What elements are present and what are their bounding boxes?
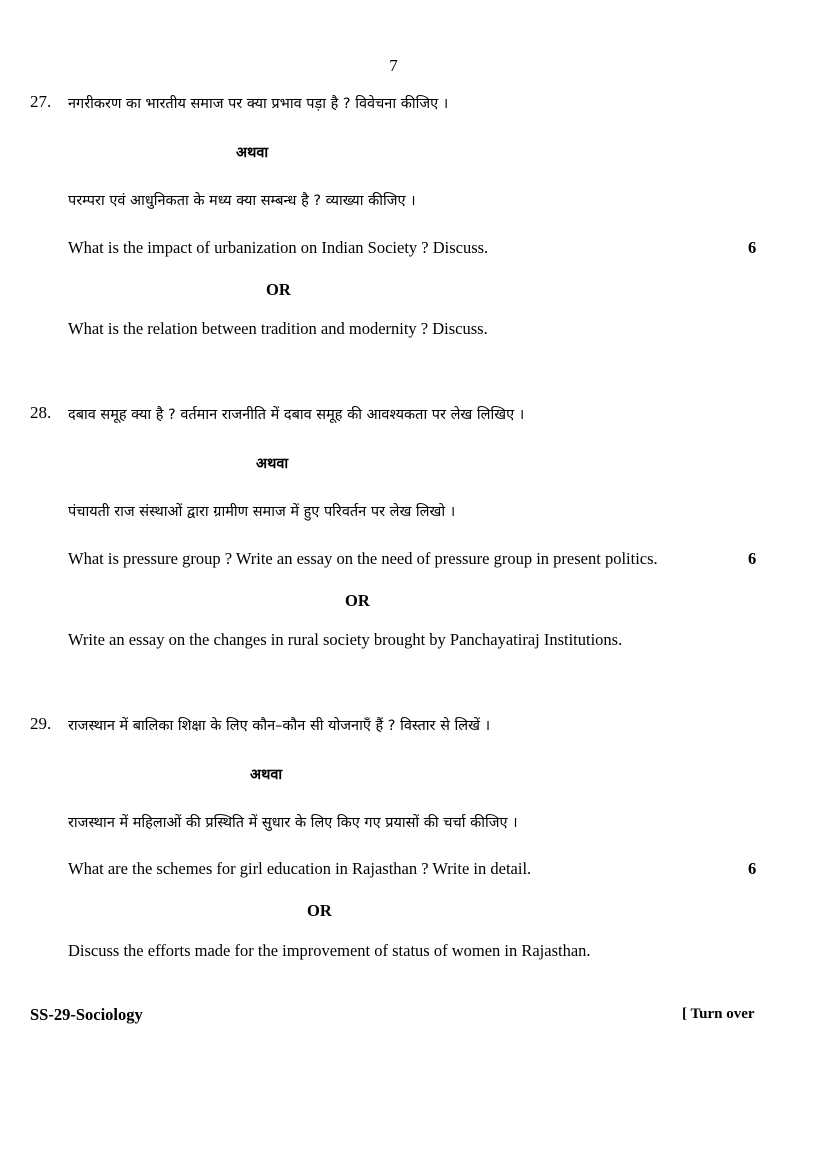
alternative-english: Discuss the efforts made for the improvement of status of women in Rajasthan. — [68, 941, 591, 960]
question-marks: 6 — [748, 238, 757, 257]
footer-turn-over: [ Turn over — [682, 1006, 755, 1022]
alternative-hindi: परम्परा एवं आधुनिकता के मध्य क्या सम्बन्ध है ? व्याख्या कीजिए । — [68, 193, 416, 209]
or-english-label: OR — [345, 591, 370, 610]
or-english-label: OR — [266, 280, 291, 299]
or-hindi-label: अथवा — [256, 456, 289, 472]
question-hindi: दबाव समूह क्या है ? वर्तमान राजनीति में दबाव समूह की आवश्यकता पर लेख लिखिए । — [68, 407, 525, 423]
question-number: 27. — [30, 92, 52, 111]
question-english: What are the schemes for girl education in Rajasthan ? Write in detail. — [68, 859, 532, 878]
question-marks: 6 — [748, 859, 757, 878]
alternative-english: What is the relation between tradition and modernity ? Discuss. — [68, 319, 488, 338]
question-hindi: नगरीकरण का भारतीय समाज पर क्या प्रभाव पड़ा है ? विवेचना कीजिए । — [68, 96, 449, 112]
question-number: 29. — [30, 714, 52, 733]
question-english: What is the impact of urbanization on Indian Society ? Discuss. — [68, 238, 489, 257]
footer-subject-code: SS-29-Sociology — [30, 1005, 143, 1024]
or-english-label: OR — [307, 901, 332, 920]
or-hindi-label: अथवा — [250, 767, 283, 783]
alternative-english: Write an essay on the changes in rural society brought by Panchayatiraj Institutions. — [68, 630, 623, 649]
question-marks: 6 — [748, 549, 757, 568]
alternative-hindi: राजस्थान में महिलाओं की प्रस्थिति में सुधार के लिए किए गए प्रयासों की चर्चा कीजिए । — [68, 815, 518, 831]
alternative-hindi: पंचायती राज संस्थाओं द्वारा ग्रामीण समाज में हुए परिवर्तन पर लेख लिखो । — [68, 504, 456, 520]
question-hindi: राजस्थान में बालिका शिक्षा के लिए कौन–कौन सी योजनाएँ हैं ? विस्तार से लिखें । — [68, 718, 491, 734]
or-hindi-label: अथवा — [236, 145, 269, 161]
page-number: 7 — [389, 56, 398, 75]
question-english: What is pressure group ? Write an essay on the need of pressure group in present politics. — [68, 549, 658, 568]
question-number: 28. — [30, 403, 52, 422]
